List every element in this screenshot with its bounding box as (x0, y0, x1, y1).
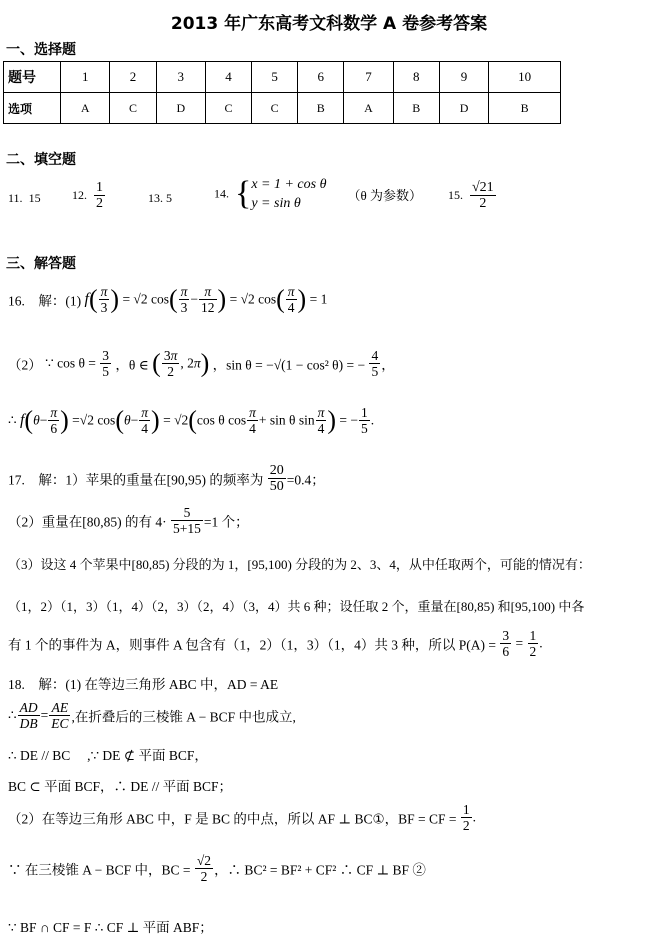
q17-line3: （3）设这 4 个苹果中[80,85) 分段的为 1，[95,100) 分段的为 2、3、4，从中任取两个，可能的情况有： (8, 557, 591, 572)
table-cell: 6 (298, 62, 344, 93)
table-cell: 4 (206, 62, 252, 93)
table-cell: 2 (110, 62, 156, 93)
page-title: 2013 年广东高考文科数学 A 卷参考答案 (170, 14, 488, 34)
q17-line1: 17. 解：1）苹果的重量在[90,95) 的频率为 $\frac{20}{50}$ =0.4； (8, 463, 325, 494)
q18-line6: ∵ 在三棱锥 A − BCF 中，BC = $\frac{√2}{2}$ ，∴ BC² = BF² + CF² ∴ CF ⊥ BF ② (8, 853, 426, 884)
q16-part1: 16. 解：(1) f( $\frac{\pi}{3}$ ) = √2 cos( $\frac{\pi}{3}$ − $\frac{\pi}{12}$ ) = √2 cos( $\frac{\pi}{4}$ ) = 1 (8, 284, 328, 315)
table-row-numbers (4, 62, 561, 93)
table-cell: 5 (252, 62, 298, 93)
table-cell: D (439, 93, 488, 124)
q17-line2: （2）重量在[80,85) 的有 4· $\frac{5}{5+15}$ =1 个； (8, 505, 249, 536)
table-cell: B (298, 93, 344, 124)
table-cell: C (252, 93, 298, 124)
table-cell: 7 (344, 62, 393, 93)
table-cell: 3 (156, 62, 205, 93)
table-cell: 1 (61, 62, 110, 93)
table-cell: C (206, 93, 252, 124)
q14: 14. { x = 1 + cos θ y = sin θ （θ 为参数） (214, 175, 422, 212)
q16-part3: ∴ f(θ− $\frac{\pi}{6}$ ) =√2 cos(θ− $\frac{\pi}{4}$ ) = √2(cos θ cos $\frac{\pi}{4}$ + sin θ sin $\frac{\pi}{4}$ ) = − $\frac{1}{5}$ . (8, 405, 375, 436)
table-cell: B (393, 93, 439, 124)
q17-line4: （1，2）（1，3）（1，4）（2，3）（2，4）（3，4）共 6 种；设任取 2 个，重量在[80,85) 和[95,100) 中各 (8, 599, 585, 614)
table-cell: D (156, 93, 205, 124)
q18-line1: 18. 解：(1) 在等边三角形 ABC 中，AD = AE (8, 677, 279, 692)
table-cell: 9 (439, 62, 488, 93)
table-header-option: 选项 (4, 93, 61, 124)
table-cell: C (110, 93, 156, 124)
q18-line4: BC ⊂ 平面 BCF，∴ DE // 平面 BCF； (8, 779, 232, 794)
table-cell: A (344, 93, 393, 124)
section-fill-blank: 二、填空题 (6, 152, 76, 168)
q15: 15. $\frac{√21}{2}$ (448, 180, 494, 211)
q17-line5: 有 1 个的事件为 A，则事件 A 包含有（1，2）（1，3）（1，4）共 3 种，所以 P(A) = $\frac{3}{6}$ = $\frac{1}{2}$ . (8, 628, 543, 659)
section-multiple-choice: 一、选择题 (6, 42, 76, 58)
table-cell: 8 (393, 62, 439, 93)
q11: 11. 15 (8, 191, 41, 205)
q18-line7: ∵ BF ∩ CF = F ∴ CF ⊥ 平面 ABF； (8, 920, 213, 935)
table-cell: B (489, 93, 561, 124)
section-answers: 三、解答题 (6, 256, 76, 272)
table-header-number: 题号 (4, 62, 61, 93)
q18-line5: （2）在等边三角形 ABC 中，F 是 BC 的中点，所以 AF ⊥ BC①，BF = CF = $\frac{1}{2}$ . (8, 802, 476, 833)
table-row-answers (4, 93, 561, 124)
answer-table (3, 61, 561, 124)
q18-line2: ∴ $\frac{AD}{DB}$ = $\frac{AE}{EC}$ ,在折叠后的三棱锥 A − BCF 中也成立, (8, 700, 296, 731)
q16-part2: （2） ∵ cos θ = $\frac{3}{5}$ ，θ ∈ ( $\frac{3\pi}{2}$ , 2π) ，sin θ = −√(1 − cos² θ) = − $\frac{4}{5}$ ， (8, 348, 395, 379)
q12: 12. $\frac{1}{2}$ (72, 180, 103, 211)
q18-line3: ∴ DE // BC ,∵ DE ⊄ 平面 BCF， (8, 748, 208, 763)
table-cell: 10 (489, 62, 561, 93)
table-cell: A (61, 93, 110, 124)
q13: 13. 5 (148, 191, 172, 205)
